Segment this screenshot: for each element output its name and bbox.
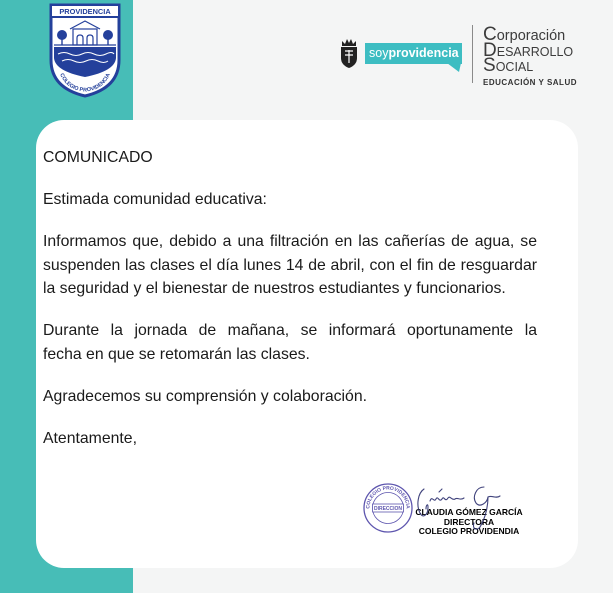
notice-greeting: Estimada comunidad educativa: xyxy=(43,191,267,208)
notice-paragraph-1 xyxy=(43,230,537,301)
stamp-center-text: DIRECCION xyxy=(373,506,403,513)
signatory-role: DIRECTORA xyxy=(443,516,495,527)
notice-body xyxy=(43,146,537,469)
corporacion-line-3: SOCIAL xyxy=(483,55,534,76)
corporacion-line-2: DESARROLLO xyxy=(483,39,574,61)
paragraph-line: Durante la jornada de mañana, se informará oportunamente la xyxy=(43,322,537,339)
paragraph-line: Informamos que, debido a una filtración en las cañerías de agua, se xyxy=(43,233,537,250)
notice-thanks: Agradecemos su comprensión y colaboración. xyxy=(43,387,368,405)
crest-ring-textpath: COLEGIO PROVIDENCIA xyxy=(58,72,112,94)
soyprovidencia-prefix: soy xyxy=(369,46,389,60)
handwritten-signature-icon xyxy=(412,483,504,533)
soyprovidencia-logo xyxy=(365,43,462,64)
stamp-ring-textpath: COLEGIO PROVIDENCIA xyxy=(365,485,411,509)
corporacion-tagline: EDUCACIÓN Y SALUD xyxy=(483,77,577,87)
paragraph-line: fecha en que se retomarán las clases. xyxy=(43,345,310,363)
logo-divider xyxy=(472,25,473,83)
notice-closing: Atentamente, xyxy=(43,429,137,447)
notice-heading: COMUNICADO xyxy=(43,149,153,166)
corporacion-logo xyxy=(483,24,577,87)
school-crest-icon xyxy=(48,2,122,98)
crest-top-text: PROVIDENCIA xyxy=(59,7,111,17)
paragraph-line: suspenden las clases el día lunes 14 de abril, con el fin de resguardar xyxy=(43,256,537,274)
official-stamp-icon xyxy=(362,482,414,534)
signatory-institution: COLEGIO PROVIDENDIA xyxy=(418,526,520,537)
soyprovidencia-name: providencia xyxy=(388,46,459,60)
speech-bubble-tail-icon xyxy=(446,63,462,73)
notice-paragraph-2 xyxy=(43,319,537,366)
paragraph-line: la seguridad y el bienestar de nuestros estudiantes y funcionarios. xyxy=(43,280,506,297)
corporacion-line-1: Corporación xyxy=(483,24,566,45)
notice-card xyxy=(36,120,578,568)
signatory-name: CLAUDIA GÓMEZ GARCÍA xyxy=(415,507,523,517)
coat-of-arms-icon xyxy=(339,38,359,69)
